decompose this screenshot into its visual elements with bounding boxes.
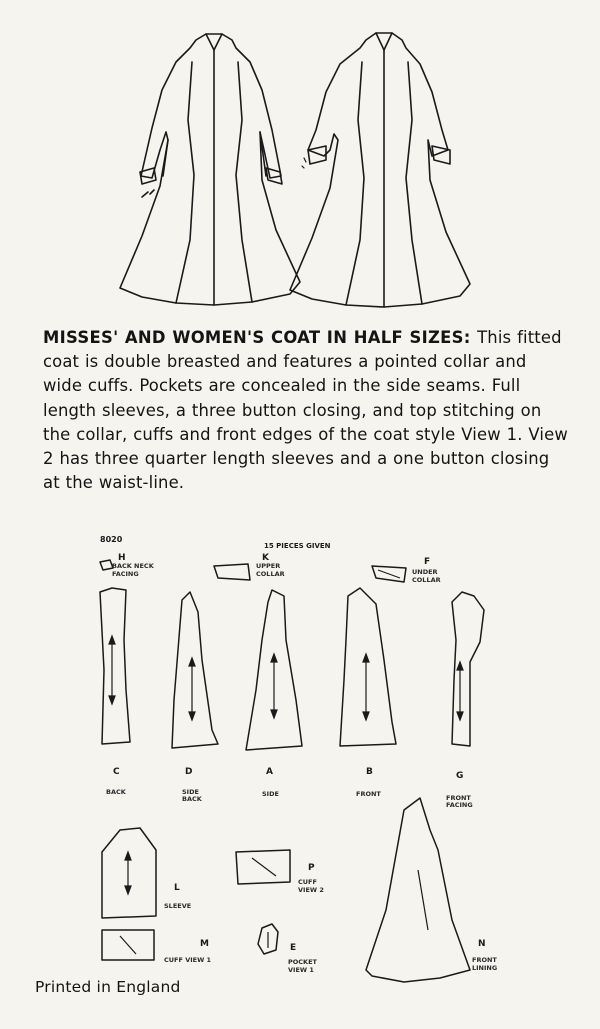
piece-f-name-2: COLLAR [412, 576, 441, 584]
piece-e-name: POCKET [288, 958, 317, 966]
description-heading: MISSES' AND WOMEN'S COAT IN HALF SIZES: [43, 328, 478, 347]
piece-a-letter: A [266, 767, 273, 777]
piece-k-name: UPPER [256, 562, 281, 570]
piece-m-letter: M [200, 939, 209, 949]
piece-g-name: FRONT [446, 794, 471, 802]
piece-g-name-2: FACING [446, 801, 473, 809]
piece-c-name: BACK [106, 788, 126, 796]
piece-h-letter: H [118, 553, 126, 563]
coat-view-1-drawing [120, 34, 300, 305]
piece-n-name-2: LINING [472, 964, 498, 972]
piece-b-letter: B [366, 767, 373, 777]
piece-b-name: FRONT [356, 790, 381, 798]
piece-f-name: UNDER [412, 568, 438, 576]
piece-g-letter: G [456, 771, 464, 781]
piece-f-letter: F [424, 557, 431, 567]
piece-k-letter: K [262, 553, 269, 563]
piece-p-name: CUFF [298, 878, 317, 886]
piece-e-name-2: VIEW 1 [288, 966, 314, 974]
piece-a-name: SIDE [262, 790, 279, 798]
piece-l-name: SLEEVE [164, 902, 192, 910]
coat-illustrations [0, 0, 600, 330]
piece-k-name-2: COLLAR [256, 570, 285, 578]
piece-e-letter: E [290, 943, 297, 953]
piece-h-name-2: FACING [112, 570, 139, 578]
piece-c-shape [100, 588, 130, 744]
piece-l-shape [102, 828, 156, 918]
description-body: This fitted coat is double breasted and features a pointed collar and wide cuffs. Pockets are concealed in the side seams. Full length sleeves, a three button closing, and top stitching on the collar, cuffs and front edges of the coat style View 1. View 2 has three quarter length sleeves and a one button closing at the waist-line. [43, 328, 568, 493]
piece-n-name: FRONT [472, 956, 497, 964]
piece-d-name: SIDE [182, 788, 199, 796]
piece-l-letter: L [174, 883, 180, 893]
piece-p-name-2: VIEW 2 [298, 886, 324, 894]
piece-b-shape [340, 588, 396, 746]
pattern-pieces-diagram [0, 530, 600, 1000]
piece-d-name-2: BACK [182, 795, 202, 803]
coat-view-2-drawing [290, 33, 470, 307]
pattern-number: 8020 [100, 535, 123, 544]
piece-m-name: CUFF VIEW 1 [164, 956, 212, 964]
piece-n-letter: N [478, 939, 486, 949]
piece-p-letter: P [308, 863, 315, 873]
piece-k-shape [214, 564, 250, 580]
pieces-given-label: 15 PIECES GIVEN [264, 542, 331, 550]
piece-n-shape [366, 798, 470, 982]
piece-d-shape [172, 592, 218, 748]
grain-line-arrows [109, 636, 463, 954]
pattern-description [43, 326, 571, 495]
printed-in-footer: Printed in England [35, 978, 181, 996]
piece-d-letter: D [185, 767, 193, 777]
piece-c-letter: C [113, 767, 120, 777]
piece-h-name: BACK NECK [112, 562, 154, 570]
